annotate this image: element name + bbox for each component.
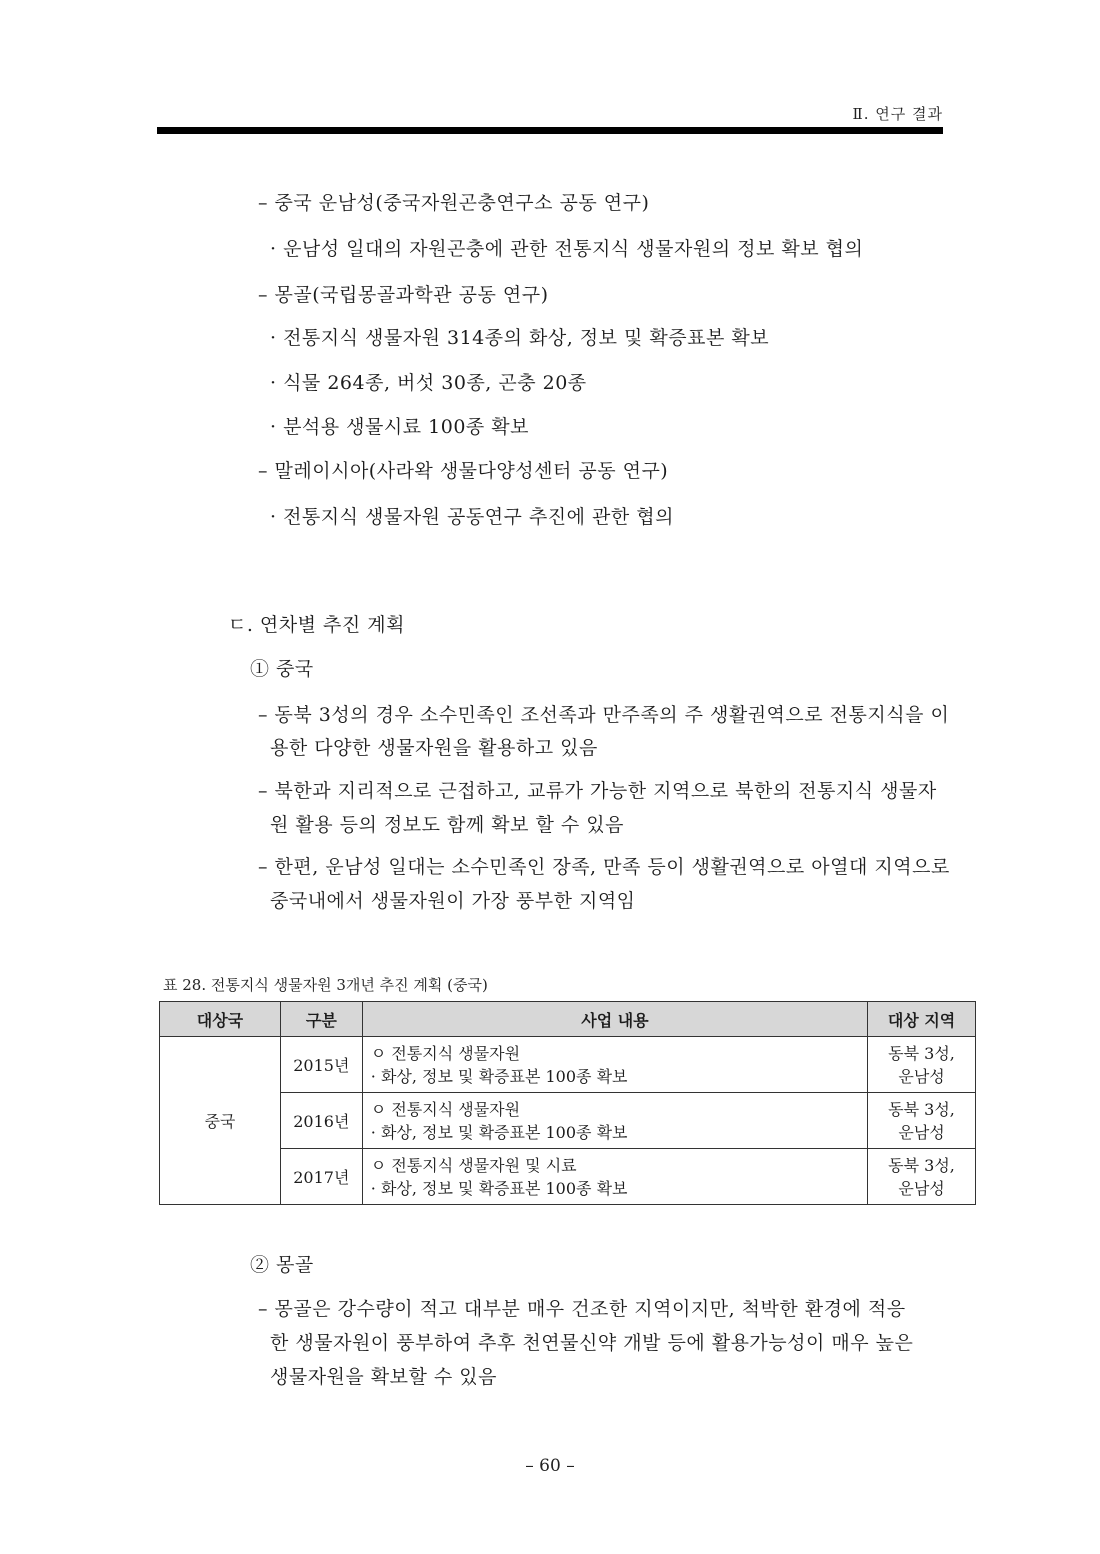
text-line-mongolia-detail-3: · 분석용 생물시료 100종 확보 — [270, 416, 530, 438]
region-line-2: 운남성 — [898, 1066, 945, 1086]
text-line-malaysia-detail: · 전통지식 생물자원 공동연구 추진에 관한 협의 — [270, 506, 675, 528]
china-para-2-line-1: – 북한과 지리적으로 근접하고, 교류가 가능한 지역으로 북한의 전통지식 생물자 — [258, 780, 937, 802]
region-line-2: 운남성 — [898, 1178, 945, 1198]
text-line-yunnan-detail: · 운남성 일대의 자원곤충에 관한 전통지식 생물자원의 정보 확보 협의 — [270, 238, 864, 260]
page-number: – 60 – — [525, 1456, 575, 1476]
header-rule — [157, 127, 943, 134]
china-para-3-line-1: – 한편, 운남성 일대는 소수민족인 장족, 만족 등이 생활권역으로 아열대 지역으로 — [258, 856, 950, 878]
content-main: ㅇ 전통지식 생물자원 및 시료 — [370, 1155, 577, 1175]
region-line-1: 동북 3성, — [888, 1043, 955, 1063]
china-heading: ① 중국 — [250, 658, 314, 680]
mongolia-line-3: 생물자원을 확보할 수 있음 — [270, 1366, 498, 1388]
content-sub: · 화상, 정보 및 확증표본 100종 확보 — [370, 1122, 628, 1142]
header-region: 대상 지역 — [868, 1002, 976, 1037]
plan-table — [159, 1001, 976, 1205]
china-para-1-line-2: 용한 다양한 생물자원을 활용하고 있음 — [270, 737, 598, 759]
year-cell: 2016년 — [280, 1093, 362, 1149]
content-cell — [362, 1093, 867, 1149]
region-line-1: 동북 3성, — [888, 1155, 955, 1175]
region-cell — [868, 1093, 976, 1149]
table-header-row — [160, 1002, 976, 1037]
table-caption: 표 28. 전통지식 생물자원 3개년 추진 계획 (중국) — [163, 976, 488, 994]
country-cell: 중국 — [160, 1037, 281, 1205]
text-line-mongolia-detail-2: · 식물 264종, 버섯 30종, 곤충 20종 — [270, 372, 587, 394]
year-cell: 2017년 — [280, 1149, 362, 1205]
content-sub: · 화상, 정보 및 확증표본 100종 확보 — [370, 1178, 628, 1198]
region-cell — [868, 1037, 976, 1093]
content-sub: · 화상, 정보 및 확증표본 100종 확보 — [370, 1066, 628, 1086]
china-para-1-line-1: – 동북 3성의 경우 소수민족인 조선족과 만주족의 주 생활권역으로 전통지식을 이 — [258, 704, 950, 726]
text-line-malaysia: – 말레이시아(사라왁 생물다양성센터 공동 연구) — [258, 460, 669, 482]
content-cell — [362, 1149, 867, 1205]
header-content: 사업 내용 — [362, 1002, 867, 1037]
subsection-heading: ㄷ. 연차별 추진 계획 — [228, 614, 405, 636]
year-cell: 2015년 — [280, 1037, 362, 1093]
header-year: 구분 — [280, 1002, 362, 1037]
text-line-mongolia-detail-1: · 전통지식 생물자원 314종의 화상, 정보 및 확증표본 확보 — [270, 327, 770, 349]
table-row — [160, 1037, 976, 1093]
content-main: ㅇ 전통지식 생물자원 — [370, 1099, 521, 1119]
text-line-yunnan: – 중국 운남성(중국자원곤충연구소 공동 연구) — [258, 192, 650, 214]
table-row — [160, 1149, 976, 1205]
table-row — [160, 1093, 976, 1149]
mongolia-line-1: – 몽골은 강수량이 적고 대부분 매우 건조한 지역이지만, 척박한 환경에 적응 — [258, 1298, 906, 1320]
mongolia-line-2: 한 생물자원이 풍부하여 추후 천연물신약 개발 등에 활용가능성이 매우 높은 — [270, 1332, 914, 1354]
header-country: 대상국 — [160, 1002, 281, 1037]
region-line-1: 동북 3성, — [888, 1099, 955, 1119]
china-para-2-line-2: 원 활용 등의 정보도 함께 확보 할 수 있음 — [270, 814, 624, 836]
section-title: Ⅱ. 연구 결과 — [852, 105, 943, 123]
text-line-mongolia: – 몽골(국립몽골과학관 공동 연구) — [258, 284, 549, 306]
content-main: ㅇ 전통지식 생물자원 — [370, 1043, 521, 1063]
mongolia-heading: ② 몽골 — [250, 1254, 314, 1276]
content-cell — [362, 1037, 867, 1093]
china-para-3-line-2: 중국내에서 생물자원이 가장 풍부한 지역임 — [270, 890, 636, 912]
region-cell — [868, 1149, 976, 1205]
region-line-2: 운남성 — [898, 1122, 945, 1142]
